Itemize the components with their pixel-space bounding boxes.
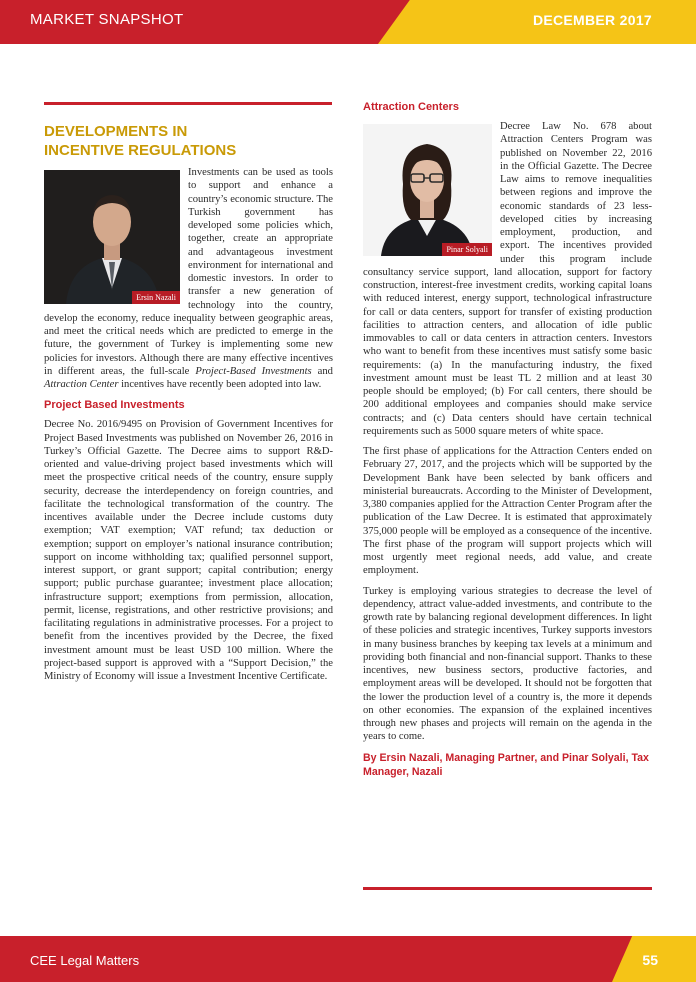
right-column bbox=[363, 100, 652, 779]
page-header bbox=[0, 0, 696, 44]
section-heading-project-based: Project Based Investments bbox=[44, 399, 185, 412]
photo-caption-pinar: Pinar Solyali bbox=[442, 243, 492, 256]
attraction-centers-paragraph-1: Decree Law No. 678 about Attraction Centers Program was published on November 22, 2016 in the Official Gazette. The Decree Law aims to remove inequalities between regions and improve the economic standards of 23 less-developed cities by increasing employment, production, and export. The incentives provided under this program include consultancy service support, land allocation, support for factory construction, interest-free investment credits, working capital loans with reduced interest, energy support, technological infrastructure for call or data centers, support for transfer of existing production facilities to attraction centers, and allocation of idle public immovables to call or data centers in attraction centers. Investors who want to benefit from these incentives must satisfy some basic requirements: (a) In the manufacturing industry, the fixed investment amount must be least TL 2 million and at least 30 people should be employed; (b) For call centers, there should be 200 additional employees and companies should make service contracts; and (c) Data centers should have certain technical requirements such as 5000 square meters of white space. bbox=[363, 121, 652, 437]
author-byline: By Ersin Nazali, Managing Partner, and Pinar Solyali, Tax Manager, Nazali bbox=[363, 751, 649, 778]
attraction-centers-paragraph-3: Turkey is employing various strategies to decrease the level of dependency, attract value-added investments, and contribute to the growth rate by balancing regional development differences. In light of these policies and strategic incentives, Turkey supports investors in many business branches by keeping tax levels at a minimum and providing both financial and non-financial support. Thanks to these incentives, new business sectors, productive factories, and employment areas will be developed. It should not be forgotten that the lower the production level of a country is, the more it depends on other economies. The expansion of the explained incentives through new phases and projects will remain on the agenda in the years to come. bbox=[363, 585, 652, 743]
section-heading-attraction-centers: Attraction Centers bbox=[363, 101, 459, 113]
article-title bbox=[44, 122, 333, 160]
publication-name: CEE Legal Matters bbox=[30, 953, 140, 968]
portrait-illustration bbox=[363, 124, 492, 256]
project-based-paragraph: Decree No. 2016/9495 on Provision of Government Incentives for Project Based Investments was published on November 26, 2016 in Turkey’s Official Gazette. The Decree aims to support R&D-oriented and value-driving project based investments which will meet the prospective critical needs of the country, ensure supply security, decrease the interdependency on foreign countries, and facilitate the technological transformation of the country. The incentives available under the Decree include customs duty exemption; VAT exemption; VAT refund; tax deduction or exemption; support on employer’s national insurance contribution; support on income withholding tax; qualified personnel support, interest support, or grant support; capital contribution; energy support; public purchase guarantee; investment place allocation; infrastructure support; exemptions from permission, allocation, permit, license, registrations, and other restrictive provisions; and facilitating regulations in administrative processes. For a project to benefit from the incentives provided by the Decree, the fixed investment amount must be least USD 100 million. Where the project-based support is approved with a “Support Decision,” the Ministry of Economy will issue a Investment Incentive Certificate. bbox=[44, 419, 333, 682]
author-photo-ersin bbox=[44, 170, 180, 304]
right-bottom-rule bbox=[363, 887, 652, 890]
intro-emphasis-2: Attraction Center bbox=[44, 379, 119, 390]
title-line-1: DEVELOPMENTS IN bbox=[44, 123, 188, 140]
portrait-illustration bbox=[44, 170, 180, 304]
intro-emphasis-1: Project-Based Investments bbox=[195, 365, 312, 377]
issue-date: DECEMBER 2017 bbox=[532, 12, 652, 28]
intro-text-b: and bbox=[311, 365, 333, 377]
section-label: MARKET SNAPSHOT bbox=[30, 11, 184, 28]
intro-text-a: Investments can be used as tools to support and enhance a country’s economic structure. The Turkish government has developed some policies which, together, create an appropriate and advantageous investment environment for international and domestic investors. In order to transfer a new generation of technology into the country, develop the economy, reduce inequality between geographic areas, and meet the critical needs which are predicted to emerge in the future, the government of Turkey is implementing some new policies for investors. Although there are many effective incentives in different areas, the full-scale bbox=[44, 167, 333, 377]
title-line-2: INCENTIVE REGULATIONS bbox=[44, 142, 237, 159]
attraction-centers-paragraph-2: The first phase of applications for the Attraction Centers ended on February 27, 2017, and the projects which will be supported by the Development Bank have been selected by bank officers and ministerial bureaucrats. According to the Minister of Development, 3,380 companies applied for the Attraction Center Program after the publication of the Law Decree. It is estimated that approximately 375,000 people will be employed as a consequence of the incentive. The first phase of the program will support projects which will most urgently meet regional needs, add value, and create employment. bbox=[363, 446, 652, 577]
left-top-rule bbox=[44, 102, 332, 105]
page-number: 55 bbox=[642, 952, 658, 968]
left-column bbox=[44, 122, 333, 690]
author-photo-pinar bbox=[363, 124, 492, 256]
photo-caption-ersin: Ersin Nazali bbox=[132, 291, 180, 304]
intro-text-c: incentives have recently been adopted into law. bbox=[118, 379, 322, 390]
